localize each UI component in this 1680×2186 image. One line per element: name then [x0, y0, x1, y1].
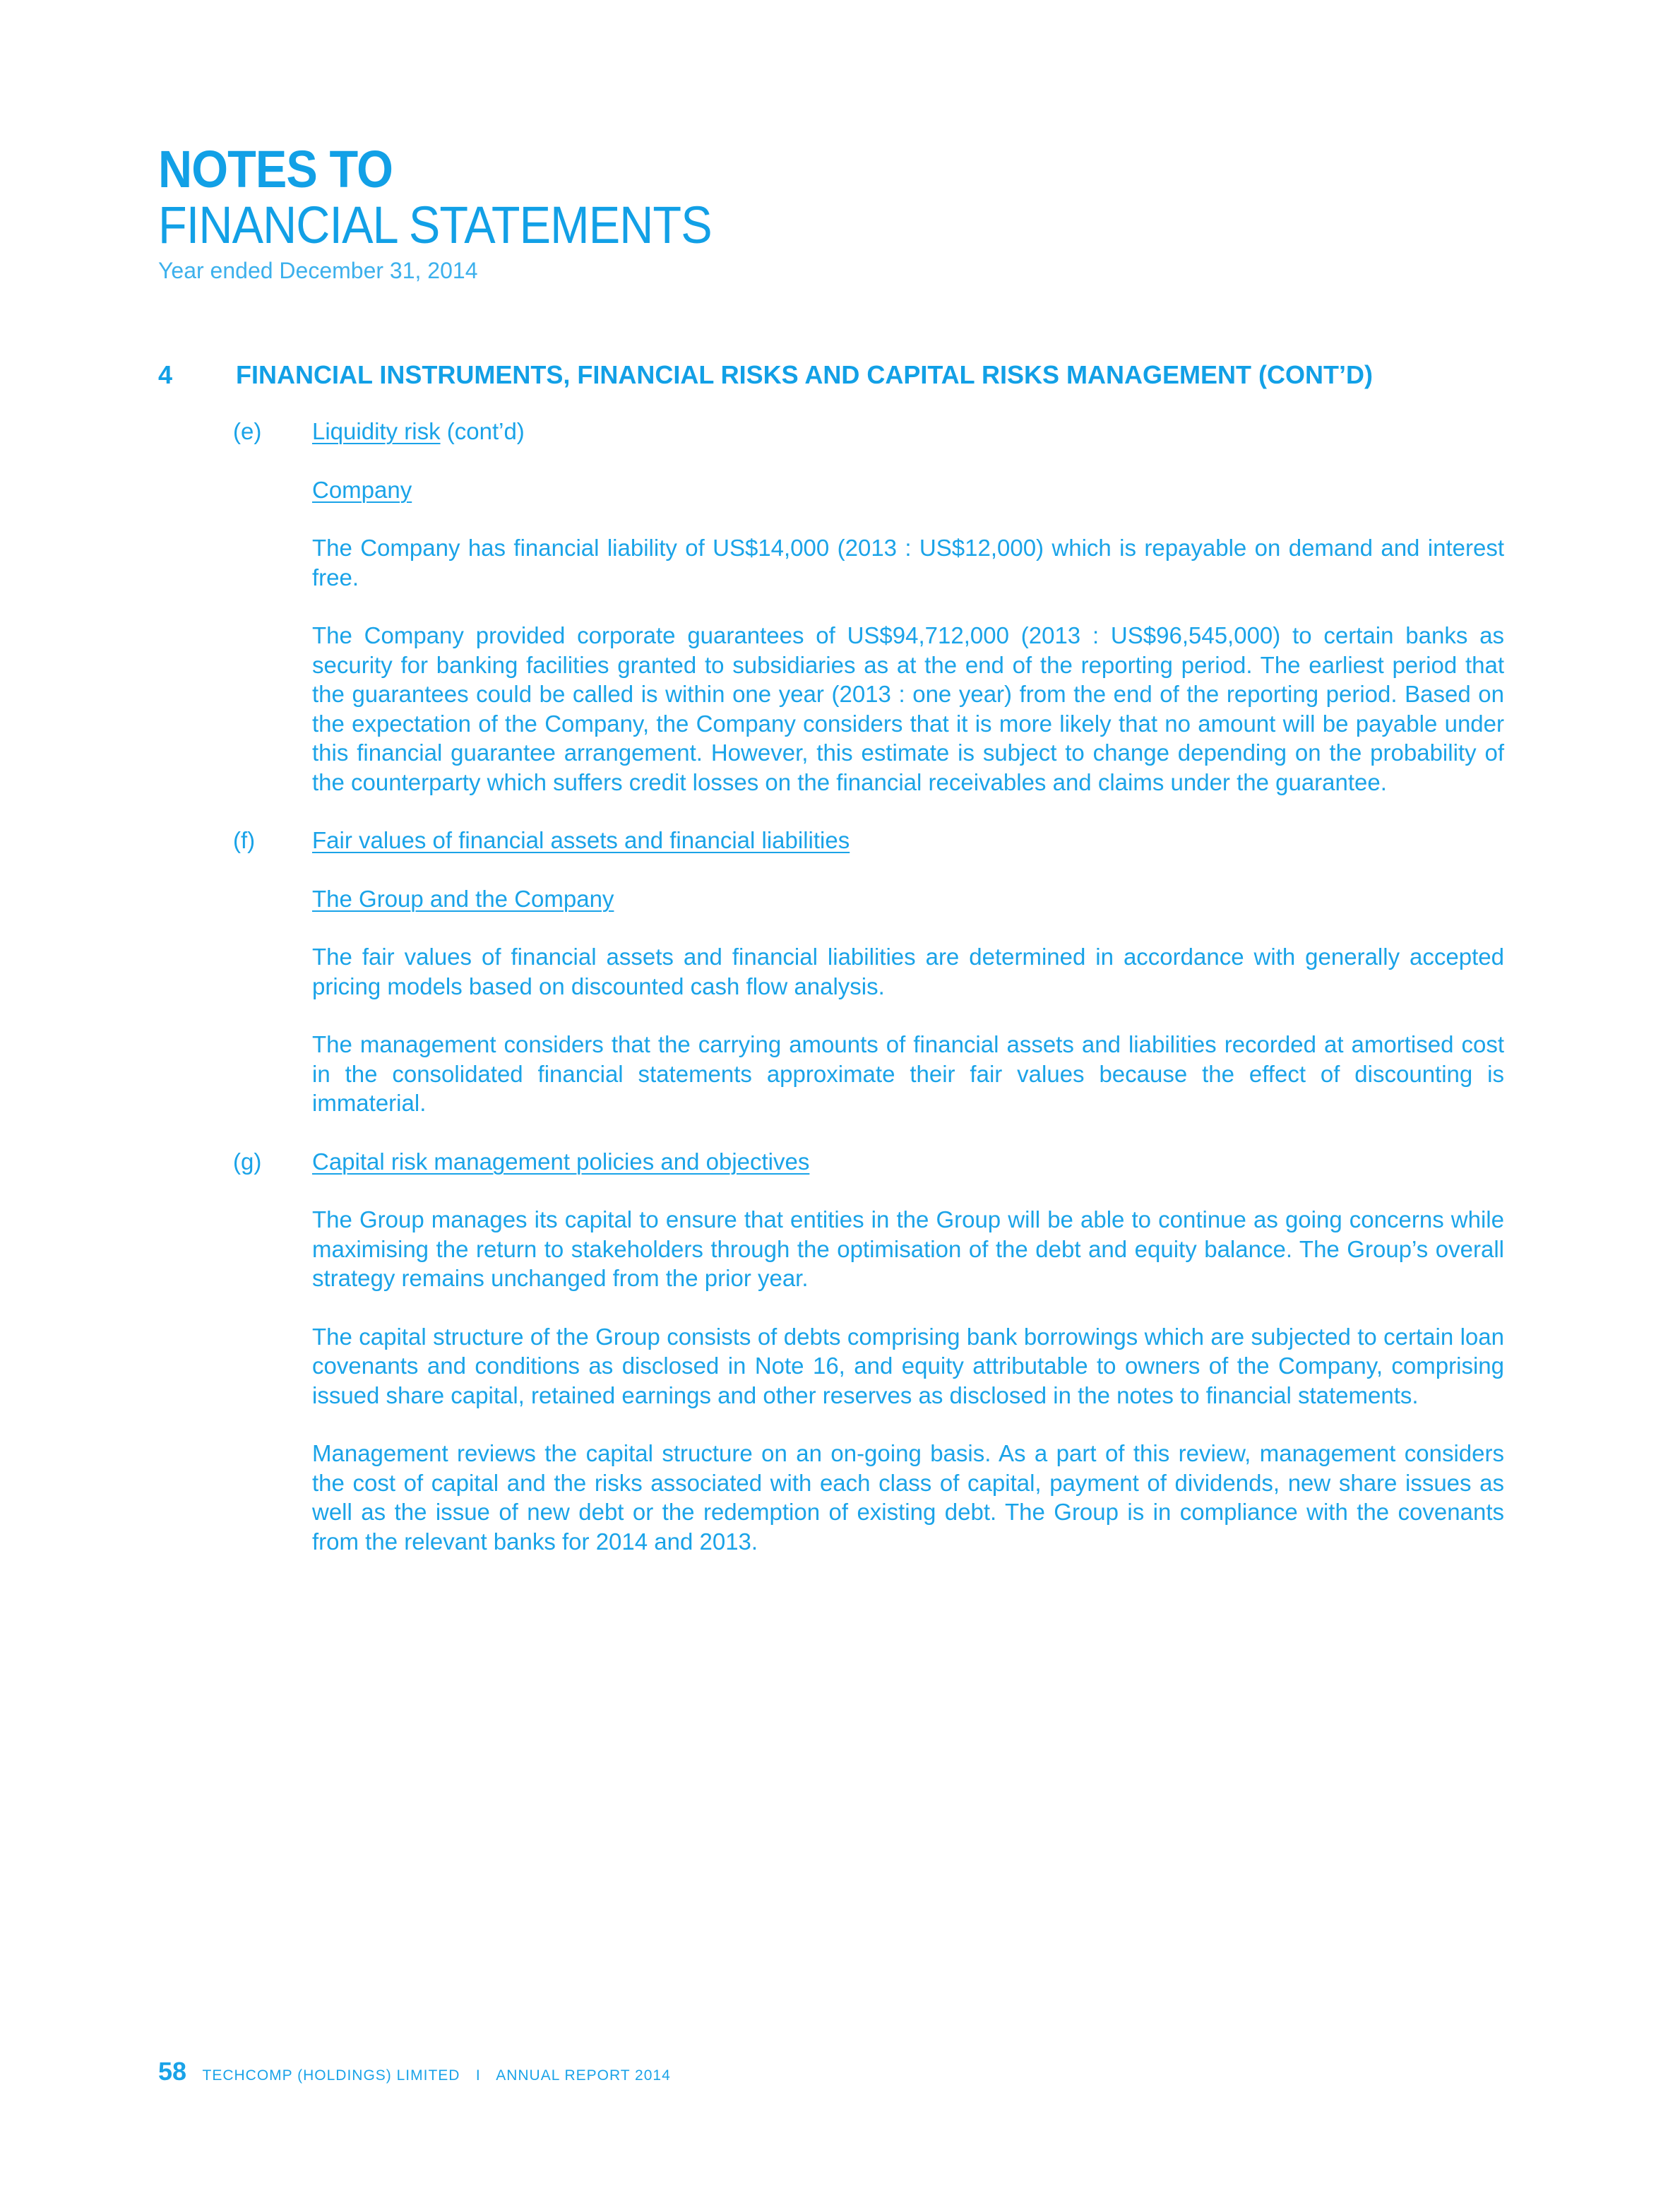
item-label: (g)	[233, 1148, 262, 1175]
paragraph: The fair values of financial assets and financial liabilities are determined in accordance with generally accepted pricing models based on discounted cash flow analysis.	[312, 944, 1504, 999]
page-subtitle: Year ended December 31, 2014	[158, 258, 478, 283]
item-subheading: Company	[312, 476, 412, 503]
note-item-f	[233, 826, 1504, 1118]
item-subheading: The Group and the Company	[312, 885, 614, 912]
section-title: FINANCIAL INSTRUMENTS, FINANCIAL RISKS AND CAPITAL RISKS MANAGEMENT (CONT’D)	[236, 360, 1373, 389]
page-title-line2: FINANCIAL STATEMENTS	[158, 196, 712, 254]
note-item-e	[233, 417, 1504, 797]
item-label: (e)	[233, 418, 262, 444]
paragraph: Management reviews the capital structure on an on-going basis. As a part of this review, management considers the cost of capital and the risks associated with each class of capital, payment of dividends, new share issues as well as the issue of new debt or the redemption of existing debt. The Group is in compliance with the covenants from the relevant banks for 2014 and 2013.	[312, 1440, 1504, 1555]
footer-company: TECHCOMP (HOLDINGS) LIMITED	[202, 2067, 460, 2084]
page-header	[158, 141, 773, 285]
paragraph: The Group manages its capital to ensure that entities in the Group will be able to continue as going concerns while maximising the return to stakeholders through the optimisation of the debt and equity balance. The Group’s overall strategy remains unchanged from the prior year.	[312, 1206, 1504, 1291]
page-number: 58	[158, 2057, 187, 2086]
paragraph: The Company provided corporate guarantees of US$94,712,000 (2013 : US$96,545,000) to certain banks as security for banking facilities granted to subsidiaries as at the end of the reporting period. The earliest period that the guarantees could be called is within one year (2013 : one year) from the end of the reporting period. Based on the expectation of the Company, the Company considers that it is more likely that no amount will be payable under this financial guarantee arrangement. However, this estimate is subject to change depending on the probability of the counterparty which suffers credit losses on the financial receivables and claims under the guarantee.	[312, 622, 1504, 795]
item-heading: Fair values of financial assets and financial liabilities	[312, 827, 850, 853]
footer-report: ANNUAL REPORT 2014	[496, 2067, 671, 2084]
item-heading-line	[312, 1147, 1504, 1177]
item-heading: Capital risk management policies and objectives	[312, 1148, 810, 1175]
item-subheading-line	[312, 475, 1504, 505]
paragraph: The Company has financial liability of US$14,000 (2013 : US$12,000) which is repayable on demand and interest free.	[312, 535, 1504, 590]
page-footer	[158, 2057, 671, 2086]
item-heading: Liquidity risk	[312, 418, 441, 444]
page-title-line1: NOTES TO	[158, 140, 393, 198]
item-subheading-line	[312, 884, 1504, 914]
paragraph: The capital structure of the Group consists of debts comprising bank borrowings which are subjected to certain loan covenants and conditions as disclosed in Note 16, and equity attributable to owners of the Company, comprising issued share capital, retained earnings and other reserves as disclosed in the notes to financial statements.	[312, 1323, 1504, 1408]
item-label: (f)	[233, 827, 256, 853]
note-item-g	[233, 1147, 1504, 1557]
paragraph: The management considers that the carrying amounts of financial assets and liabilities recorded at amortised cost in the consolidated financial statements approximate their fair values because the effect of discounting is immaterial.	[312, 1031, 1504, 1116]
item-heading-suffix: (cont’d)	[440, 418, 525, 444]
footer-separator: I	[475, 2067, 480, 2084]
item-heading-line	[312, 826, 1504, 855]
section-number: 4	[158, 360, 173, 389]
item-heading-line	[312, 417, 1504, 446]
notes-content	[233, 417, 1504, 1585]
